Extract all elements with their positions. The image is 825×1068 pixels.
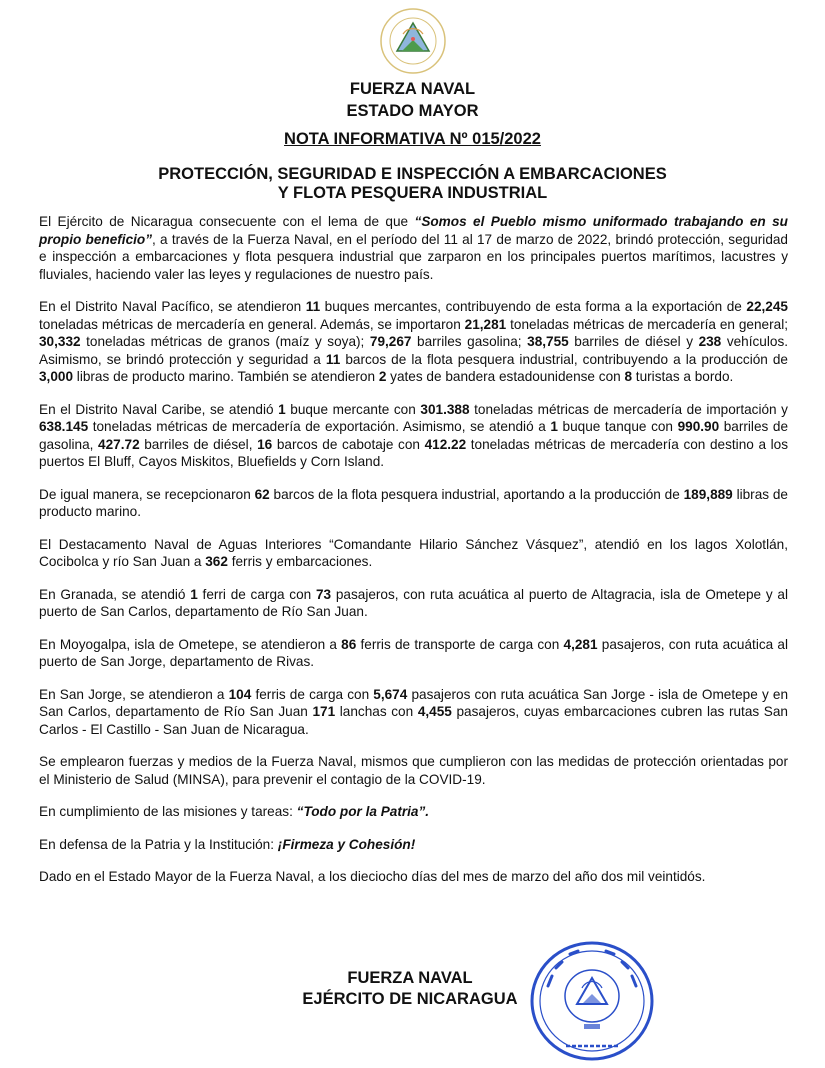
paragraph-granada: En Granada, se atendió 1 ferri de carga con 73 pasajeros, con ruta acuática al puerto de Altagracia, isla de Ometepe y al puerto de San Carlos, departamento de Río San Juan.	[39, 586, 788, 619]
paragraph-covid: Se emplearon fuerzas y medios de la Fuerza Naval, mismos que cumplieron con las medidas de protección orientadas por el Ministerio de Salud (MINSA), para prevenir el contagio de la COVID-19.	[39, 754, 788, 787]
official-stamp	[528, 938, 656, 1064]
paragraph-aguas-interiores: El Destacamento Naval de Aguas Interiores “Comandante Hilario Sánchez Vásquez”, atendió en los lagos Xolotlán, Cocibolca y río San Juan a 362 ferris y embarcaciones.	[39, 536, 788, 569]
title-line-2: Y FLOTA PESQUERA INDUSTRIAL	[277, 184, 548, 202]
nota-informativa-number: NOTA INFORMATIVA Nº 015/2022	[284, 130, 541, 148]
document-body	[39, 213, 788, 901]
signature-line-1: FUERZA NAVAL	[347, 969, 473, 987]
paragraph-misiones: En cumplimiento de las misiones y tareas: “Todo por la Patria”.	[39, 804, 430, 819]
signature-line-2: EJÉRCITO DE NICARAGUA	[302, 990, 518, 1008]
paragraph-san-jorge: En San Jorge, se atendieron a 104 ferris de carga con 5,674 pasajeros con ruta acuática San Jorge - isla de Ometepe y en San Carlos, departamento de Río San Juan 171 lanchas con 4,455 pasajeros, cuyas embarcaciones cubren las rutas San Carlos - El Castillo - San Juan de Nicaragua.	[39, 686, 789, 737]
title-line-1: PROTECCIÓN, SEGURIDAD E INSPECCIÓN A EMBARCACIONES	[158, 165, 667, 183]
paragraph-moyogalpa: En Moyogalpa, isla de Ometepe, se atendieron a 86 ferris de transporte de carga con 4,281 pasajeros, con ruta acuática al puerto de San Jorge, departamento de Rivas.	[39, 636, 789, 669]
paragraph-pacifico: En el Distrito Naval Pacífico, se atendieron 11 buques mercantes, contribuyendo de esta forma a la exportación de 22,245 toneladas métricas de mercadería en general. Además, se importaron 21,281 toneladas métricas de mercadería en general; 30,332 toneladas métricas de granos (maíz y soya); 79,267 barriles gasolina; 38,755 barriles de diésel y 238 vehículos. Asimismo, se brindó protección y seguridad a 11 barcos de la flota pesquera industrial, contribuyendo a la producción de 3,000 libras de producto marino. También se atendieron 2 yates de bandera estadounidense con 8 turistas a bordo.	[39, 299, 789, 384]
coat-of-arms-seal	[378, 6, 448, 76]
paragraph-flota-pesquera: De igual manera, se recepcionaron 62 barcos de la flota pesquera industrial, aportando a la producción de 189,889 libras de producto marino.	[39, 486, 788, 519]
paragraph-dado-en: Dado en el Estado Mayor de la Fuerza Naval, a los dieciocho días del mes de marzo del año dos mil veintidós.	[39, 869, 706, 884]
header-fuerza-naval: FUERZA NAVAL	[349, 80, 476, 98]
document-title	[0, 165, 825, 203]
paragraph-defensa: En defensa de la Patria y la Institución: ¡Firmeza y Cohesión!	[39, 836, 416, 852]
paragraph-intro: El Ejército de Nicaragua consecuente con el lema de que “Somos el Pueblo mismo uniformado trabajando en su propio beneficio”, a través de la Fuerza Naval, en el período del 11 al 17 de marzo de 2022, brindó protección, seguridad e inspección a embarcaciones y flota pesquera industrial que zarparon en los principales puertos marítimos, lacustres y fluviales, haciendo valer las leyes y regulaciones de nuestro país.	[39, 214, 788, 282]
header-estado-mayor: ESTADO MAYOR	[346, 102, 479, 120]
signature-block	[270, 968, 550, 1010]
paragraph-caribe: En el Distrito Naval Caribe, se atendió 1 buque mercante con 301.388 toneladas métricas de mercadería de importación y 638.145 toneladas métricas de mercadería de exportación. Asimismo, se atendió a 1 buque tanque con 990.90 barriles de gasolina, 427.72 barriles de diésel, 16 barcos de cabotaje con 412.22 toneladas métricas de mercadería con destino a los puertos El Bluff, Cayos Miskitos, Bluefields y Corn Island.	[39, 401, 789, 469]
